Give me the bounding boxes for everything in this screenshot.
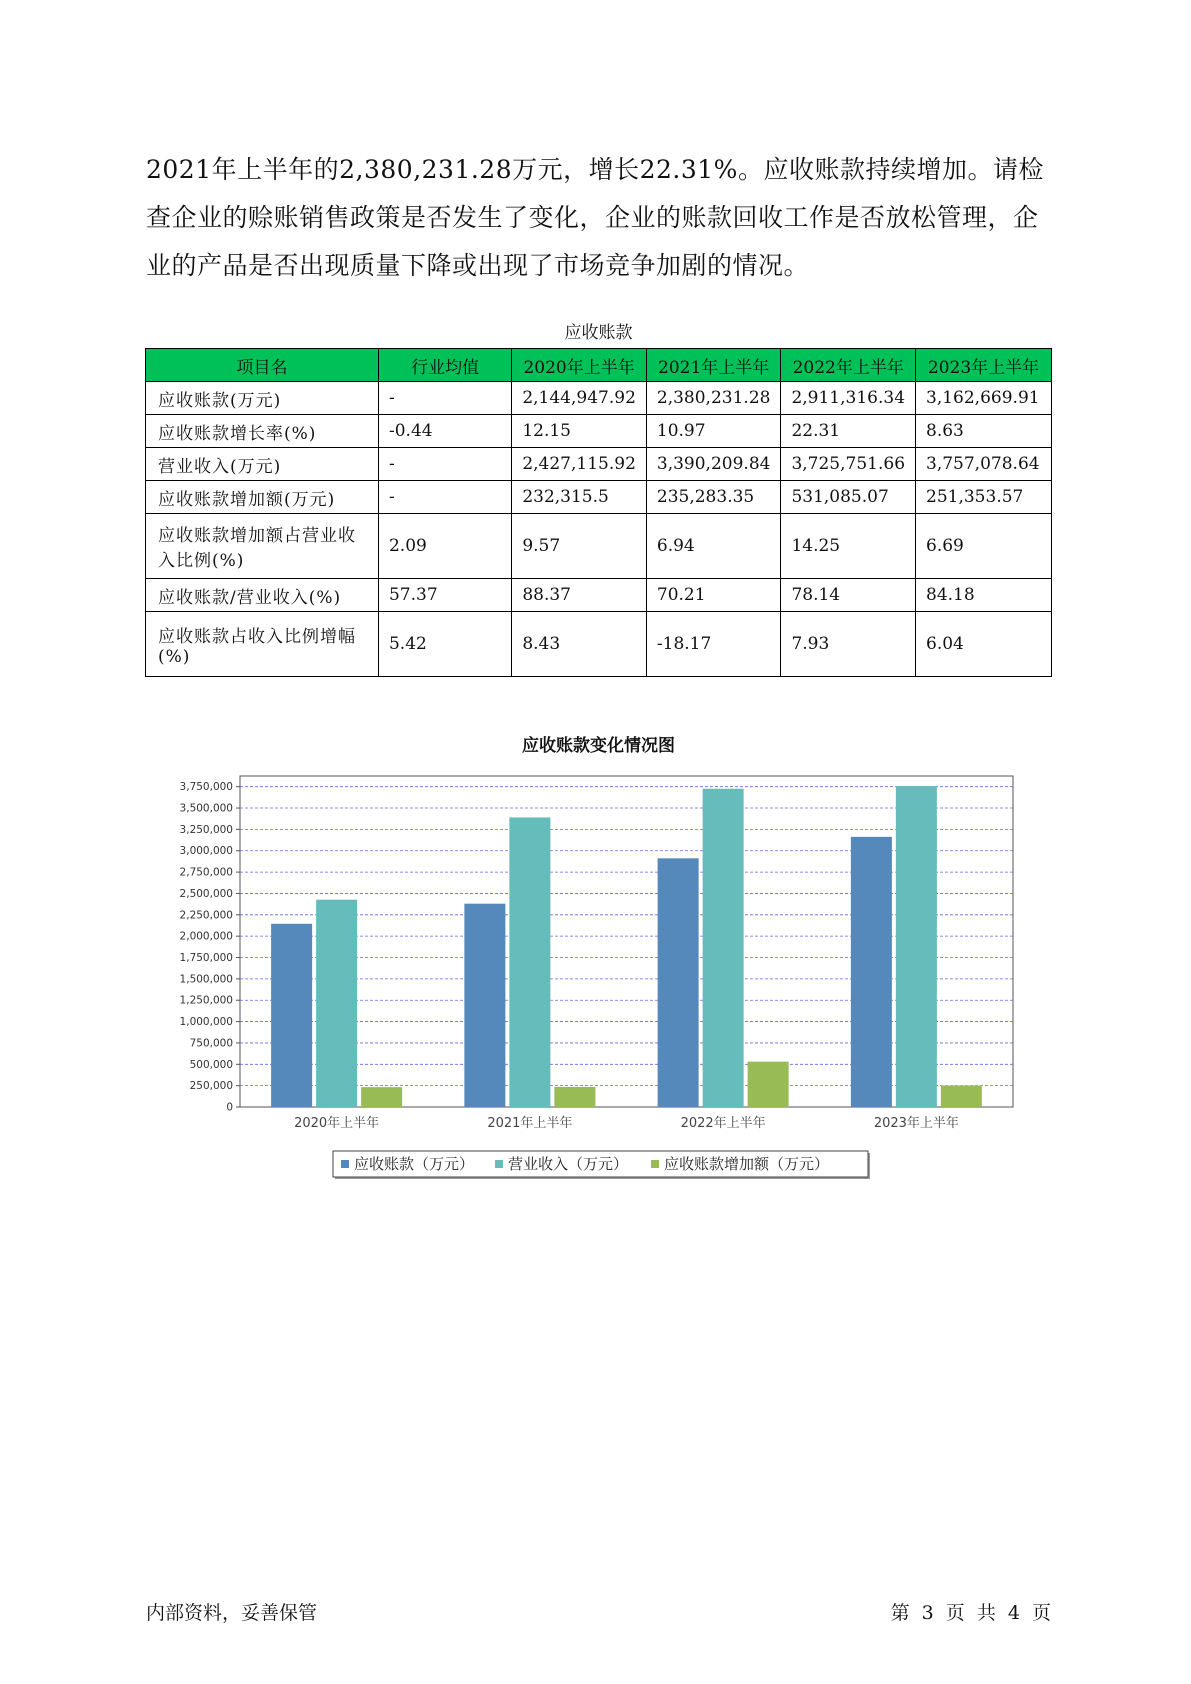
row-label: 应收账款(万元) (146, 382, 379, 415)
y-tick-label: 1,500,000 (179, 973, 233, 986)
table-cell: 6.94 (646, 514, 781, 579)
legend-swatch (495, 1160, 503, 1168)
x-tick-label: 2021年上半年 (487, 1116, 573, 1131)
y-tick-label: 2,750,000 (179, 866, 233, 879)
y-tick-label: 500,000 (189, 1058, 233, 1071)
bar (554, 1087, 595, 1107)
table-cell: 84.18 (916, 579, 1052, 612)
table-cell: 235,283.35 (646, 481, 781, 514)
y-tick-label: 2,250,000 (179, 909, 233, 922)
y-tick-label: 0 (226, 1101, 233, 1114)
table-cell: 3,757,078.64 (916, 448, 1052, 481)
bar (658, 858, 699, 1107)
y-tick-label: 250,000 (189, 1080, 233, 1093)
x-tick-label: 2023年上半年 (873, 1116, 959, 1131)
table-cell: - (378, 448, 511, 481)
bar (851, 837, 892, 1107)
table-cell: 57.37 (378, 579, 511, 612)
table-cell: 2.09 (378, 514, 511, 579)
bar (941, 1086, 982, 1107)
table-cell: 531,085.07 (781, 481, 916, 514)
table-cell: 2,427,115.92 (512, 448, 647, 481)
legend-label: 应收账款增加额（万元） (664, 1155, 830, 1173)
table-cell: 3,390,209.84 (646, 448, 781, 481)
y-tick-label: 3,750,000 (179, 781, 233, 794)
table-cell: -0.44 (378, 415, 511, 448)
body-paragraph: 2021年上半年的2,380,231.28万元，增长22.31%。应收账款持续增加。请检查企业的赊账销售政策是否发生了变化，企业的账款回收工作是否放松管理，企业的产品是否出现质量下降或出现了市场竞争加剧的情况。 (146, 155, 1044, 280)
table-cell: 5.42 (378, 612, 511, 677)
y-tick-label: 3,250,000 (179, 823, 233, 836)
legend-label: 营业收入（万元） (508, 1155, 629, 1173)
table-cell: 78.14 (781, 579, 916, 612)
header-cell: 行业均值 (378, 349, 511, 382)
legend-swatch (651, 1160, 659, 1168)
table-cell: 6.69 (916, 514, 1052, 579)
header-cell: 2021年上半年 (646, 349, 781, 382)
row-label: 营业收入(万元) (146, 448, 379, 481)
table-cell: 14.25 (781, 514, 916, 579)
row-label: 应收账款占收入比例增幅(%) (146, 612, 379, 677)
table-cell: - (378, 382, 511, 415)
footer-confidential: 内部资料，妥善保管 (146, 1602, 318, 1624)
x-tick-label: 2022年上半年 (680, 1116, 766, 1131)
x-tick-label: 2020年上半年 (294, 1116, 380, 1131)
table-cell: 8.63 (916, 415, 1052, 448)
table-cell: 8.43 (512, 612, 647, 677)
bar (361, 1087, 402, 1107)
y-tick-label: 2,000,000 (179, 930, 233, 943)
row-label: 应收账款/营业收入(%) (146, 579, 379, 612)
table-cell: 2,144,947.92 (512, 382, 647, 415)
table-cell: 22.31 (781, 415, 916, 448)
bar (509, 817, 550, 1107)
footer-page-number: 第 3 页 共 4 页 (890, 1602, 1051, 1624)
table-cell: 10.97 (646, 415, 781, 448)
table-cell: 3,162,669.91 (916, 382, 1052, 415)
bar (464, 904, 505, 1107)
y-tick-label: 3,500,000 (179, 802, 233, 815)
bar (703, 789, 744, 1107)
table-cell: 3,725,751.66 (781, 448, 916, 481)
row-label: 应收账款增长率(%) (146, 415, 379, 448)
table-cell: - (378, 481, 511, 514)
bar (896, 786, 937, 1107)
y-tick-label: 1,000,000 (179, 1016, 233, 1029)
header-cell: 2023年上半年 (916, 349, 1052, 382)
table-cell: 70.21 (646, 579, 781, 612)
header-cell: 2020年上半年 (512, 349, 647, 382)
row-label: 应收账款增加额占营业收入比例(%) (146, 514, 379, 579)
y-tick-label: 750,000 (189, 1037, 233, 1050)
table-cell: 9.57 (512, 514, 647, 579)
header-cell: 2022年上半年 (781, 349, 916, 382)
row-label: 应收账款增加额(万元) (146, 481, 379, 514)
table-cell: 232,315.5 (512, 481, 647, 514)
legend-swatch (341, 1160, 349, 1168)
y-tick-label: 1,750,000 (179, 952, 233, 965)
table-cell: 12.15 (512, 415, 647, 448)
table-cell: 88.37 (512, 579, 647, 612)
table-caption: 应收账款 (564, 323, 633, 343)
bar (271, 924, 312, 1107)
table-cell: 7.93 (781, 612, 916, 677)
table-cell: 2,380,231.28 (646, 382, 781, 415)
table-cell: 6.04 (916, 612, 1052, 677)
bar (748, 1062, 789, 1107)
y-tick-label: 1,250,000 (179, 994, 233, 1007)
table-cell: 251,353.57 (916, 481, 1052, 514)
table-cell: 2,911,316.34 (781, 382, 916, 415)
chart-title: 应收账款变化情况图 (522, 736, 675, 756)
table-cell: -18.17 (646, 612, 781, 677)
legend-label: 应收账款（万元） (354, 1155, 475, 1173)
header-cell: 项目名 (146, 349, 379, 382)
y-tick-label: 2,500,000 (179, 887, 233, 900)
bar (316, 900, 357, 1107)
y-tick-label: 3,000,000 (179, 845, 233, 858)
